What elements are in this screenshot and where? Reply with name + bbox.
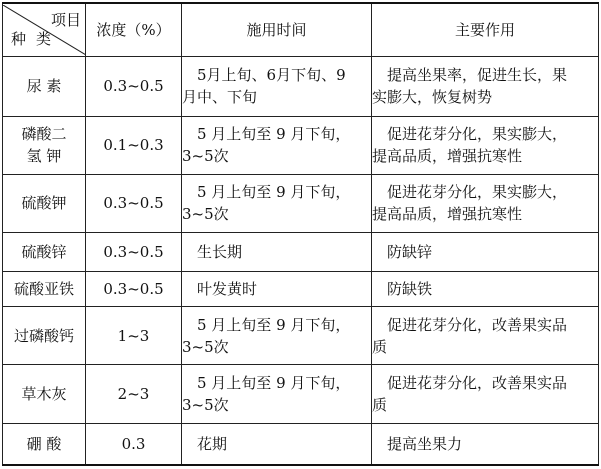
table-row [3, 271, 599, 306]
fertilizer-name-line: 过磷酸钙 [13, 326, 74, 345]
timing-cell [182, 271, 372, 306]
concentration-cell: 0.3~0.5 [86, 56, 182, 116]
table-row [3, 365, 599, 424]
effect-cell [372, 116, 599, 174]
timing-cell-line: 3~5次 [182, 396, 229, 415]
table-row [3, 116, 599, 174]
effect-cell-line: 防缺锌 [387, 242, 433, 261]
fertilizer-name [3, 424, 86, 465]
fertilizer-name-line: 草木灰 [21, 385, 67, 404]
fertilizer-name [3, 271, 86, 306]
fertilizer-name [3, 307, 86, 365]
timing-cell-line: 3~5次 [182, 337, 229, 356]
timing-cell [182, 365, 372, 424]
table-row [3, 307, 599, 365]
timing-cell [182, 307, 372, 365]
effect-cell-line: 提高坐果率，促进生长，果 [387, 66, 568, 85]
header-row [3, 3, 599, 56]
concentration-cell: 0.1~0.3 [86, 116, 182, 174]
timing-cell-line: 3~5次 [182, 147, 229, 166]
effect-cell [372, 424, 599, 465]
diagonal-header-cell [3, 3, 86, 56]
concentration-cell: 1~3 [86, 307, 182, 365]
timing-cell [182, 424, 372, 465]
table-row [3, 232, 599, 271]
timing-cell [182, 174, 372, 232]
effect-cell [372, 232, 599, 271]
fertilizer-name [3, 56, 86, 116]
fertilizer-name-line: 硫酸亚铁 [13, 280, 74, 299]
effect-cell-line: 促进花芽分化，果实膨大， [387, 125, 568, 144]
effect-cell-line: 质 [372, 337, 388, 356]
effect-cell-line: 促进花芽分化，改善果实品 [387, 374, 568, 393]
timing-cell-line: 5 月上旬至 9 月下旬， [197, 315, 351, 334]
fertilizer-table [2, 2, 599, 466]
header-concentration: 浓度（%） [86, 3, 182, 56]
timing-cell-line: 生长期 [197, 242, 243, 261]
header-kind-label: 种类 [11, 29, 62, 48]
effect-cell-line: 提高坐果力 [387, 435, 463, 454]
concentration-cell: 0.3 [86, 424, 182, 465]
concentration-cell: 0.3~0.5 [86, 174, 182, 232]
timing-cell [182, 56, 372, 116]
effect-cell [372, 271, 599, 306]
concentration-cell: 0.3~0.5 [86, 232, 182, 271]
timing-cell [182, 232, 372, 271]
concentration-cell: 0.3~0.5 [86, 271, 182, 306]
effect-cell [372, 365, 599, 424]
header-timing: 施用时间 [182, 3, 372, 56]
fertilizer-name [3, 232, 86, 271]
effect-cell-line: 促进花芽分化，果实膨大， [387, 183, 568, 202]
header-effect: 主要作用 [372, 3, 599, 56]
timing-cell-line: 5 月上旬至 9 月下旬， [197, 125, 351, 144]
table-row [3, 424, 599, 465]
timing-cell-line: 叶发黄时 [197, 280, 258, 299]
fertilizer-name-line: 硫酸锌 [21, 242, 67, 261]
fertilizer-name-line: 磷酸二 [21, 125, 67, 144]
fertilizer-name-line: 氢 钾 [26, 147, 62, 166]
effect-cell-line: 质 [372, 396, 388, 415]
fertilizer-name-line: 硼 酸 [26, 435, 62, 454]
fertilizer-name [3, 174, 86, 232]
effect-cell-line: 实膨大，恢复树势 [372, 88, 493, 107]
table-row [3, 56, 599, 116]
concentration-cell: 2~3 [86, 365, 182, 424]
timing-cell-line: 5月上旬、6月下旬、9 [197, 66, 346, 85]
header-item-label: 项目 [50, 10, 81, 29]
fertilizer-name [3, 365, 86, 424]
effect-cell-line: 促进花芽分化，改善果实品 [387, 315, 568, 334]
effect-cell [372, 174, 599, 232]
effect-cell [372, 307, 599, 365]
timing-cell-line: 5 月上旬至 9 月下旬， [197, 183, 351, 202]
timing-cell-line: 花期 [197, 435, 228, 454]
effect-cell-line: 提高品质，增强抗寒性 [372, 147, 523, 166]
fertilizer-name [3, 116, 86, 174]
timing-cell-line: 5 月上旬至 9 月下旬， [197, 374, 351, 393]
effect-cell-line: 防缺铁 [387, 280, 433, 299]
effect-cell-line: 提高品质，增强抗寒性 [372, 205, 523, 224]
fertilizer-name-line: 硫酸钾 [21, 194, 67, 213]
table-row [3, 174, 599, 232]
effect-cell [372, 56, 599, 116]
timing-cell [182, 116, 372, 174]
timing-cell-line: 3~5次 [182, 205, 229, 224]
timing-cell-line: 月中、下旬 [182, 88, 258, 107]
fertilizer-name-line: 尿 素 [26, 77, 62, 96]
